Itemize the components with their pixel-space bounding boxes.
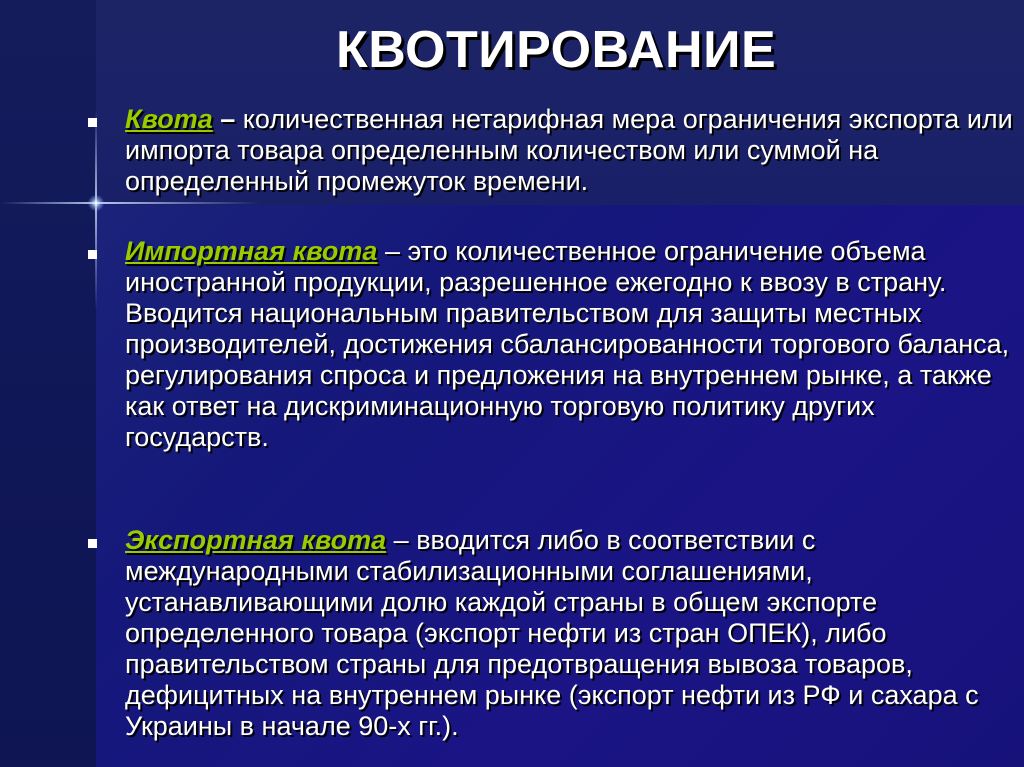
square-bullet-icon	[88, 118, 97, 127]
term-import-quota: Импортная квота	[125, 236, 378, 266]
bullet-item-export-quota	[88, 525, 1014, 742]
bullet-text	[125, 104, 1014, 197]
square-bullet-icon	[88, 250, 97, 259]
definition-import-quota: это количественное ограничение объема иностранной продукции, разрешенное ежегодно к ввозу в страну. Вводится национальным правительством для защиты местных производителей, достижения сбалансированности торгового баланса, регулирования спроса и предложения на внутреннем рынке, а также как ответ на дискриминационную торговую политику других государств.	[125, 236, 1010, 452]
term-dash: –	[386, 525, 417, 555]
term-dash: –	[212, 104, 243, 134]
square-bullet-icon	[88, 539, 97, 548]
bullet-text	[125, 236, 1014, 453]
left-decor-band	[0, 0, 96, 767]
definition-export-quota: вводится либо в соответствии с международными стабилизационными соглашениями, устанавливающими долю каждой страны в общем экспорте определенного товара (экспорт нефти из стран ОПЕК), либо правительством страны для предотвращения вывоза товаров, дефицитных на внутреннем рынке (экспорт нефти из РФ и сахара с Украины в начале 90-х гг.).	[125, 525, 979, 741]
term-dash: –	[377, 236, 408, 266]
sparkle-horizontal-ray	[0, 202, 260, 204]
bullet-item-quota	[88, 104, 1014, 197]
definition-quota: количественная нетарифная мера ограничения экспорта или импорта товара определенным количеством или суммой на определенный промежуток времени.	[125, 104, 1013, 196]
bullet-text	[125, 525, 1014, 742]
bullet-item-import-quota	[88, 236, 1014, 453]
term-quota: Квота	[125, 104, 213, 134]
slide-title: КВОТИРОВАНИЕ	[336, 21, 777, 79]
sparkle-icon	[88, 195, 104, 211]
term-export-quota: Экспортная квота	[125, 525, 387, 555]
